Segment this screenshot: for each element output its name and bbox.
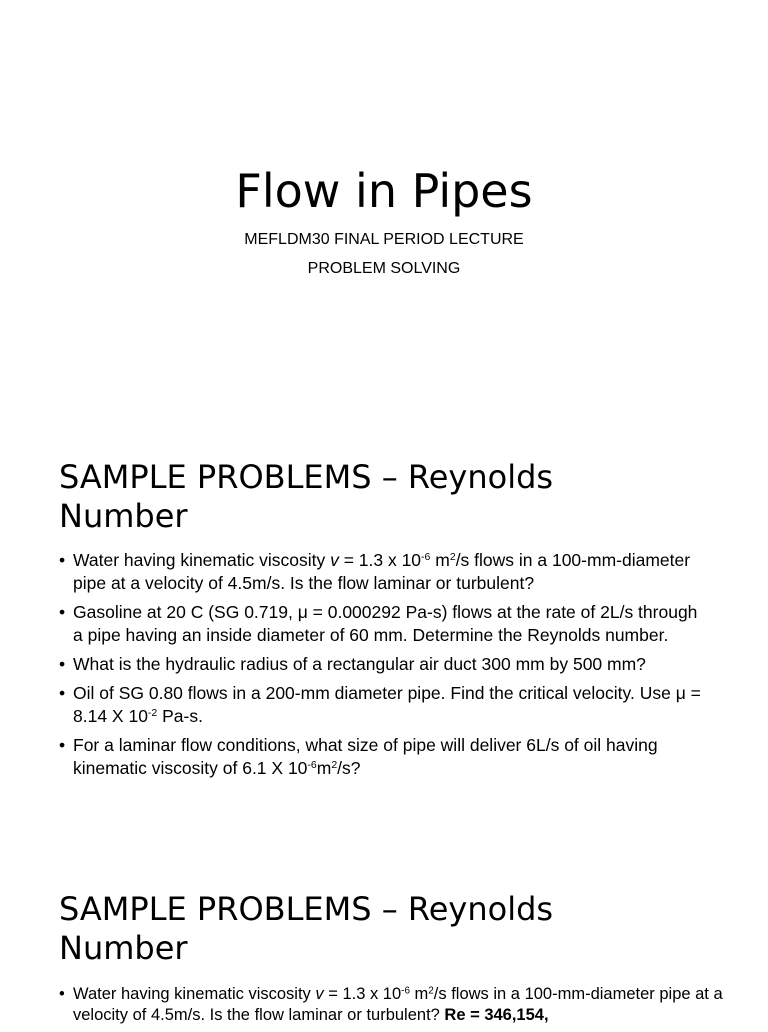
heading-line-2: Number: [59, 497, 188, 535]
answer-text: Re = 346,154,: [444, 1006, 549, 1024]
heading-line-1: SAMPLE PROBLEMS – Reynolds: [59, 458, 554, 496]
slide-heading: [59, 890, 739, 968]
problem-list: [59, 549, 709, 786]
list-item: • Oil of SG 0.80 flows in a 200-mm diameter pipe. Find the critical velocity. Use μ = 8.14 X $10^{-2}$ Pa-s.: [59, 682, 709, 728]
list-item: • Water having kinematic viscosity v = 1.3 x $10^{-6}$ $m^2/s$ flows in a 100-mm-diameter pipe at a velocity of 4.5m/s. Is the flow laminar or turbulent?: [59, 549, 709, 595]
subtitle-course: MEFLDM30 FINAL PERIOD LECTURE: [244, 231, 524, 248]
list-item: • Water having kinematic viscosity v = 1.3 x $10^{-6}$ $m^2/s$ flows in a 100-mm-diameter pipe at a velocity of 4.5m/s. Is the flow laminar or turbulent? Re = 346,154,: [59, 984, 739, 1026]
list-item: • What is the hydraulic radius of a rectangular air duct 300 mm by 500 mm?: [59, 653, 709, 676]
slide-heading: [59, 458, 739, 536]
list-item: • For a laminar flow conditions, what size of pipe will deliver 6L/s of oil having kinematic viscosity of 6.1 X $10^{-6}m^2/s$?: [59, 734, 709, 780]
answer-list: [59, 984, 739, 1032]
heading-line-1: SAMPLE PROBLEMS – Reynolds: [59, 890, 554, 928]
slide-title: Flow in Pipes: [235, 164, 533, 218]
heading-line-2: Number: [59, 929, 188, 967]
problems-slide: [0, 432, 768, 864]
answers-slide: [0, 864, 768, 1024]
subtitle-topic: PROBLEM SOLVING: [307, 260, 461, 277]
title-slide: [0, 0, 768, 432]
list-item: • Gasoline at 20 C (SG 0.719, μ = 0.000292 Pa-s) flows at the rate of 2L/s through a pipe having an inside diameter of 60 mm. Determine the Reynolds number.: [59, 601, 709, 647]
